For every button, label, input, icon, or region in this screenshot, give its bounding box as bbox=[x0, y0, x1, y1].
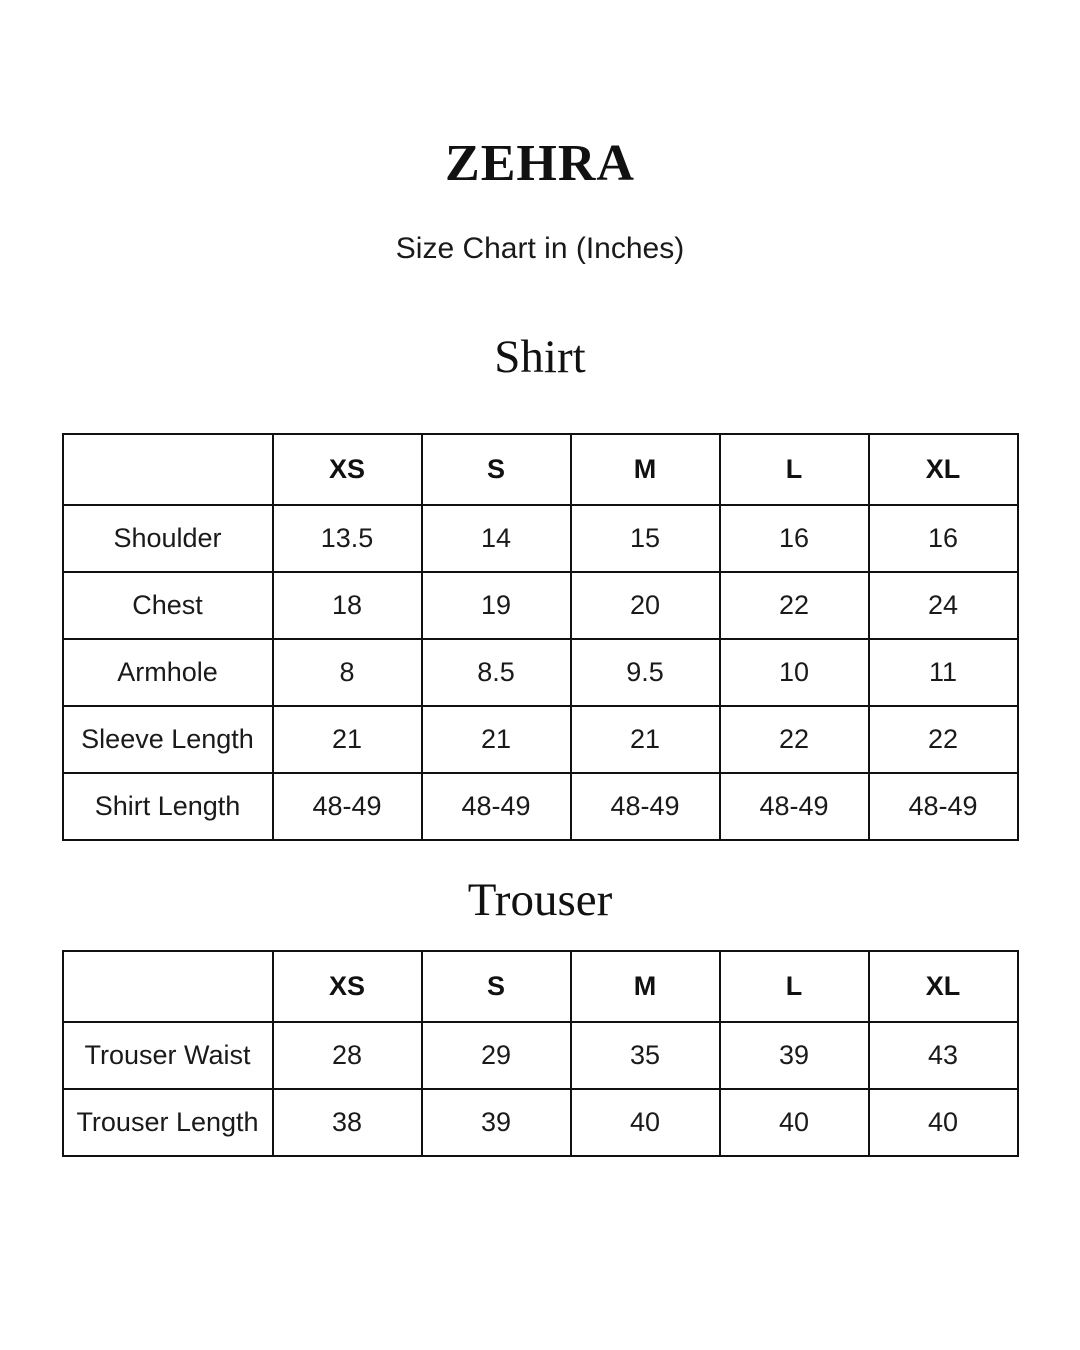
shirt-shoulder-xl: 16 bbox=[869, 505, 1018, 572]
shirt-shirt-length-l: 48-49 bbox=[720, 773, 869, 840]
shirt-shirt-length-s: 48-49 bbox=[422, 773, 571, 840]
table-row bbox=[63, 1089, 1018, 1156]
table-row bbox=[63, 639, 1018, 706]
table-row bbox=[63, 505, 1018, 572]
trouser-waist-l: 39 bbox=[720, 1022, 869, 1089]
shirt-sleeve-length-l: 22 bbox=[720, 706, 869, 773]
trouser-length-l: 40 bbox=[720, 1089, 869, 1156]
table-row bbox=[63, 773, 1018, 840]
trouser-waist-s: 29 bbox=[422, 1022, 571, 1089]
trouser-header-row bbox=[63, 951, 1018, 1022]
shirt-section-title: Shirt bbox=[494, 331, 586, 383]
shirt-header-empty-cell bbox=[63, 434, 273, 505]
shirt-size-header-s: S bbox=[422, 434, 571, 505]
shirt-sleeve-length-m: 21 bbox=[571, 706, 720, 773]
trouser-size-header-xl: XL bbox=[869, 951, 1018, 1022]
trouser-size-header-xs: XS bbox=[273, 951, 422, 1022]
shirt-shirt-length-xs: 48-49 bbox=[273, 773, 422, 840]
table-row bbox=[63, 706, 1018, 773]
shirt-armhole-m: 9.5 bbox=[571, 639, 720, 706]
shirt-row-label-chest: Chest bbox=[63, 572, 273, 639]
shirt-shoulder-xs: 13.5 bbox=[273, 505, 422, 572]
shirt-row-label-shirt-length: Shirt Length bbox=[63, 773, 273, 840]
shirt-size-header-xs: XS bbox=[273, 434, 422, 505]
trouser-size-table bbox=[62, 950, 1019, 1157]
trouser-size-header-s: S bbox=[422, 951, 571, 1022]
trouser-waist-xs: 28 bbox=[273, 1022, 422, 1089]
trouser-length-xl: 40 bbox=[869, 1089, 1018, 1156]
trouser-section-title: Trouser bbox=[467, 874, 613, 926]
shirt-row-label-armhole: Armhole bbox=[63, 639, 273, 706]
shirt-armhole-l: 10 bbox=[720, 639, 869, 706]
shirt-chest-s: 19 bbox=[422, 572, 571, 639]
shirt-armhole-s: 8.5 bbox=[422, 639, 571, 706]
shirt-armhole-xs: 8 bbox=[273, 639, 422, 706]
shirt-shoulder-s: 14 bbox=[422, 505, 571, 572]
trouser-row-label-waist: Trouser Waist bbox=[63, 1022, 273, 1089]
table-row bbox=[63, 1022, 1018, 1089]
shirt-sleeve-length-s: 21 bbox=[422, 706, 571, 773]
trouser-length-xs: 38 bbox=[273, 1089, 422, 1156]
shirt-armhole-xl: 11 bbox=[869, 639, 1018, 706]
shirt-header-row bbox=[63, 434, 1018, 505]
trouser-length-m: 40 bbox=[571, 1089, 720, 1156]
shirt-shoulder-m: 15 bbox=[571, 505, 720, 572]
shirt-size-header-xl: XL bbox=[869, 434, 1018, 505]
shirt-chest-xl: 24 bbox=[869, 572, 1018, 639]
trouser-size-header-m: M bbox=[571, 951, 720, 1022]
shirt-shoulder-l: 16 bbox=[720, 505, 869, 572]
trouser-waist-m: 35 bbox=[571, 1022, 720, 1089]
trouser-waist-xl: 43 bbox=[869, 1022, 1018, 1089]
shirt-shirt-length-xl: 48-49 bbox=[869, 773, 1018, 840]
shirt-row-label-sleeve-length: Sleeve Length bbox=[63, 706, 273, 773]
trouser-size-header-l: L bbox=[720, 951, 869, 1022]
shirt-chest-m: 20 bbox=[571, 572, 720, 639]
shirt-sleeve-length-xs: 21 bbox=[273, 706, 422, 773]
table-row bbox=[63, 572, 1018, 639]
shirt-size-header-m: M bbox=[571, 434, 720, 505]
shirt-size-table bbox=[62, 433, 1019, 841]
shirt-size-header-l: L bbox=[720, 434, 869, 505]
shirt-sleeve-length-xl: 22 bbox=[869, 706, 1018, 773]
shirt-shirt-length-m: 48-49 bbox=[571, 773, 720, 840]
trouser-length-s: 39 bbox=[422, 1089, 571, 1156]
shirt-chest-xs: 18 bbox=[273, 572, 422, 639]
page-subtitle: Size Chart in (Inches) bbox=[395, 232, 685, 265]
shirt-row-label-shoulder: Shoulder bbox=[63, 505, 273, 572]
shirt-chest-l: 22 bbox=[720, 572, 869, 639]
brand-title: ZEHRA bbox=[445, 135, 635, 192]
trouser-header-empty-cell bbox=[63, 951, 273, 1022]
trouser-row-label-length: Trouser Length bbox=[63, 1089, 273, 1156]
